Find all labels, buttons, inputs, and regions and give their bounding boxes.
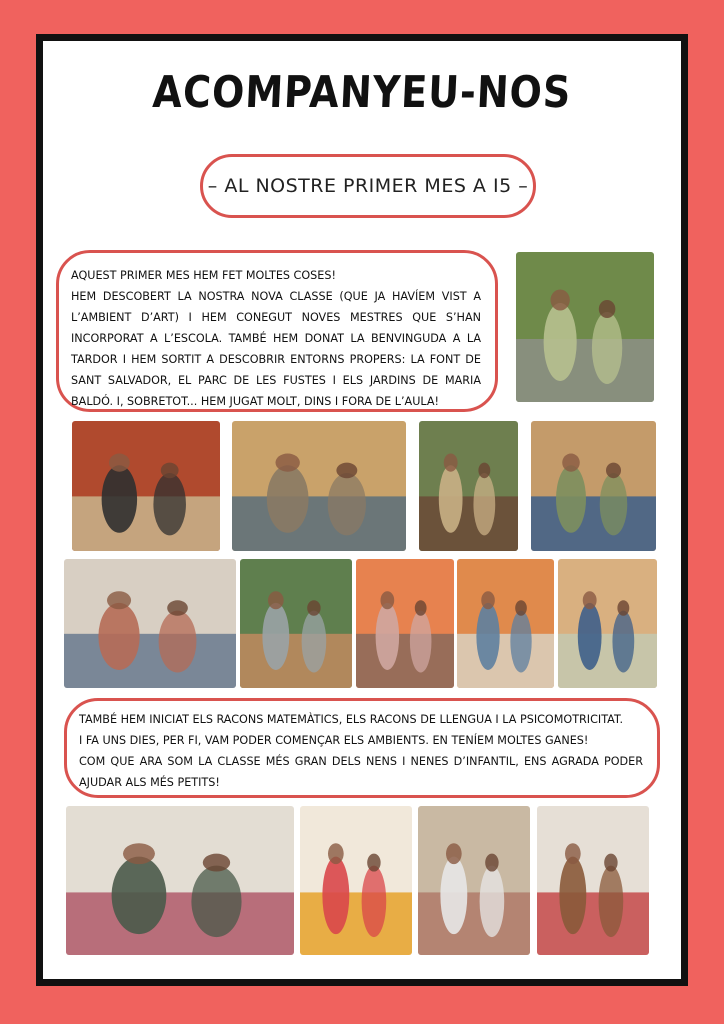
photo-building-blocks-image xyxy=(457,559,554,688)
intro-line-1: AQUEST PRIMER MES HEM FET MOLTES COSES! xyxy=(71,269,336,282)
photo-garden-path xyxy=(516,252,654,402)
page-subtitle: – AL NOSTRE PRIMER MES A I5 – xyxy=(207,175,529,197)
photo-natural-materials xyxy=(537,806,649,955)
photo-slide-image xyxy=(240,559,352,688)
second-line-3: COM QUE ARA SOM LA CLASSE MÉS GRAN DELS NENS I NENES D’INFANTIL, ENS AGRADA PODER AJUDAR ALS MÉS PETITS! xyxy=(79,755,643,789)
photo-number-writing xyxy=(300,806,412,955)
photo-number-writing-image xyxy=(300,806,412,955)
photo-class-group xyxy=(64,559,236,688)
photo-garden-path-image xyxy=(516,252,654,402)
second-text-box xyxy=(64,698,660,798)
photo-sandpit xyxy=(232,421,406,551)
second-line-2: I FA UNS DIES, PER FI, VAM PODER COMENÇAR ELS AMBIENTS. EN TENÍEM MOLTES GANES! xyxy=(79,734,589,747)
photo-playground-spinner xyxy=(531,421,656,551)
photo-books-corner xyxy=(418,806,530,955)
photo-park-climbing-image xyxy=(419,421,518,551)
second-line-1: TAMBÉ HEM INICIAT ELS RACONS MATEMÀTICS, ELS RACONS DE LLENGUA I LA PSICOMOTRICITAT. xyxy=(79,713,624,726)
photo-park-climbing xyxy=(419,421,518,551)
photo-reading-corner xyxy=(558,559,657,688)
photo-sandpit-image xyxy=(232,421,406,551)
intro-text-box xyxy=(56,250,498,412)
photo-natural-materials-image xyxy=(537,806,649,955)
photo-table-activity xyxy=(356,559,454,688)
photo-tyres-playground-image xyxy=(72,421,220,551)
photo-slide xyxy=(240,559,352,688)
photo-playground-spinner-image xyxy=(531,421,656,551)
photo-psychomotricity-room-image xyxy=(66,806,294,955)
photo-psychomotricity-room xyxy=(66,806,294,955)
photo-books-corner-image xyxy=(418,806,530,955)
intro-line-2: HEM DESCOBERT LA NOSTRA NOVA CLASSE (QUE JA HAVÍEM VIST A L’AMBIENT D’ART) I HEM CONEGUT NOVES MESTRES QUE S’HAN INCORPORAT A L’ESCOLA. TAMBÉ HEM DONAT LA BENVINGUDA A LA TARDOR I HEM SORTIT A DESCOBRIR ENTORNS PROPERS: LA FONT DE SANT SALVADOR, EL PARC DE LES FUSTES I ELS JARDINS DE MARIA BALDÓ. I, SOBRETOT... HEM JUGAT MOLT, DINS I FORA DE L’AULA! xyxy=(71,290,481,408)
photo-class-group-image xyxy=(64,559,236,688)
photo-reading-corner-image xyxy=(558,559,657,688)
photo-building-blocks xyxy=(457,559,554,688)
photo-table-activity-image xyxy=(356,559,454,688)
photo-tyres-playground xyxy=(72,421,220,551)
page-title: ACOMPANYEU-NOS xyxy=(151,66,573,118)
subtitle-box xyxy=(200,154,536,218)
